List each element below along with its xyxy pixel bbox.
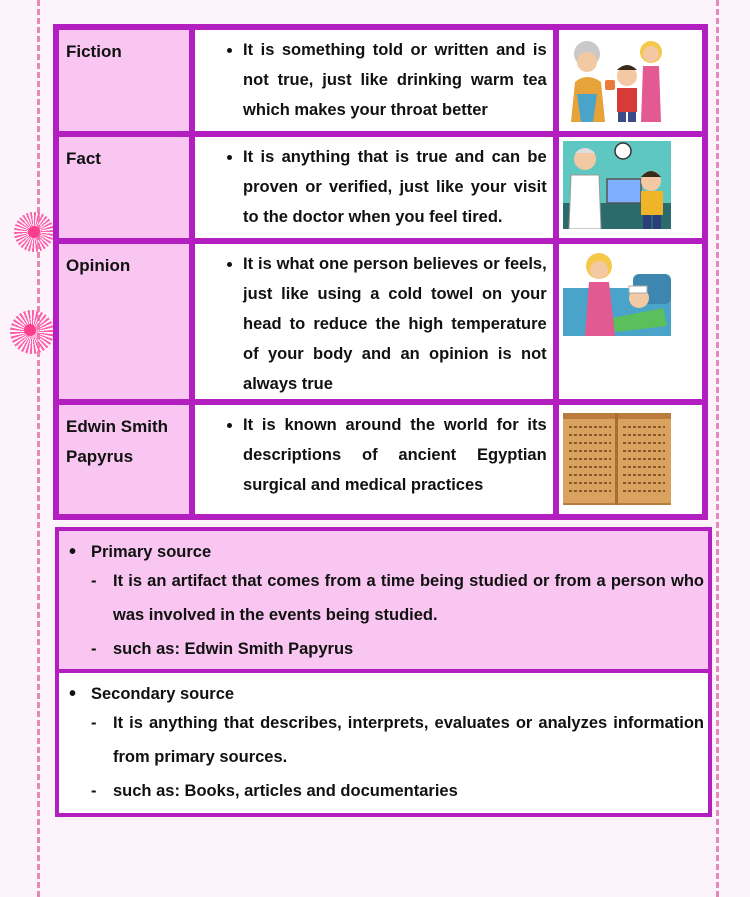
secondary-source-example: - such as: Books, articles and documentaries	[113, 774, 704, 808]
term-cell: Edwin Smith Papyrus	[56, 402, 192, 517]
description-cell	[192, 241, 556, 402]
description-cell	[192, 27, 556, 134]
page-border-right	[716, 0, 719, 897]
table-row	[56, 402, 705, 517]
grandmother-tea-illustration	[563, 34, 671, 122]
term-cell: Fact	[56, 134, 192, 241]
description-text: • It is something told or written and is not true, just like drinking warm tea which makes your throat better	[243, 35, 547, 125]
secondary-source-box	[55, 669, 712, 817]
description-cell	[192, 134, 556, 241]
image-cell	[556, 134, 705, 241]
flower-decoration-icon	[10, 310, 54, 354]
description-text: • It is anything that is true and can be proven or verified, just like your visit to the doctor when you feel tired.	[243, 142, 547, 232]
secondary-source-heading: • Secondary source	[91, 685, 234, 704]
definitions-table	[53, 24, 708, 520]
description-text: • It is what one person believes or feels, just like using a cold towel on your head to reduce the high temperature of your body and an opinion is not always true	[243, 249, 547, 399]
table-row	[56, 134, 705, 241]
papyrus-illustration	[563, 409, 671, 505]
table-row	[56, 241, 705, 402]
description-text: • It is known around the world for its descriptions of ancient Egyptian surgical and medical practices	[243, 410, 547, 500]
primary-source-definition: - It is an artifact that comes from a time being studied or from a person who was involved in the events being studied.	[113, 564, 704, 632]
description-cell	[192, 402, 556, 517]
term-cell: Fiction	[56, 27, 192, 134]
cold-towel-illustration	[563, 248, 671, 336]
image-cell	[556, 241, 705, 402]
secondary-source-definition: - It is anything that describes, interprets, evaluates or analyzes information from primary sources.	[113, 706, 704, 774]
image-cell	[556, 27, 705, 134]
page-border-left	[37, 0, 40, 897]
flower-decoration-icon	[14, 212, 54, 252]
term-cell: Opinion	[56, 241, 192, 402]
primary-source-example: - such as: Edwin Smith Papyrus	[113, 632, 704, 666]
primary-source-heading: • Primary source	[91, 543, 211, 562]
image-cell	[556, 402, 705, 517]
primary-source-box	[55, 527, 712, 675]
table-row	[56, 27, 705, 134]
doctor-visit-illustration	[563, 141, 671, 229]
